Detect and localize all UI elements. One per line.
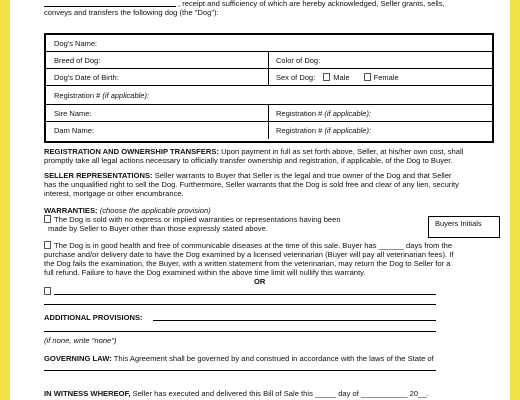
breed-label: Breed of Dog:	[54, 56, 101, 65]
dam-reg-if-applicable: (if applicable):	[324, 126, 372, 135]
warranty-option-1-line-1	[44, 215, 341, 224]
buyers-initials-box[interactable]	[428, 216, 500, 238]
reg-transfer-heading: REGISTRATION AND OWNERSHIP TRANSFERS:	[44, 147, 219, 156]
additional-blank-1[interactable]	[153, 320, 436, 321]
governing-law-text: This Agreement shall be governed by and construed in accordance with the laws of the State of	[113, 354, 434, 363]
document-page	[10, 0, 510, 400]
female-checkbox[interactable]	[364, 73, 371, 81]
warranty-option-2-line-1	[44, 241, 452, 250]
witness-line	[44, 389, 429, 398]
row-dogs-name	[46, 35, 492, 52]
governing-law-line	[44, 354, 434, 363]
sex-group	[276, 73, 399, 82]
warranty-option-1-checkbox[interactable]	[44, 215, 51, 223]
additional-provisions-heading: ADDITIONAL PROVISIONS:	[44, 313, 143, 322]
dam-registration-label	[276, 126, 371, 135]
row-registration	[46, 86, 492, 105]
warranty-3-blank-2[interactable]	[44, 304, 436, 305]
seller-rep-heading: SELLER REPRESENTATIONS:	[44, 171, 153, 180]
witness-text: Seller has executed and delivered this Bill of Sale this _____ day of ___________ 20__.	[132, 389, 429, 398]
governing-law-blank[interactable]	[44, 370, 436, 371]
warranty-2-text-3: the Dog fails the examination, the Buyer, with a written statement from the veterinarian, may return the Dog to Seller for a	[44, 259, 451, 268]
or-separator: OR	[254, 277, 266, 286]
seller-rep-para-1	[44, 171, 451, 180]
warranty-3-blank-1[interactable]	[54, 294, 436, 295]
reg-transfer-text-2: promptly take all legal actions necessary to officially transfer ownership and registration, if applicable, of the Dog to Buyer.	[44, 156, 453, 165]
dog-info-table	[44, 33, 494, 143]
intro-line-1: , receipt and sufficiency of which are hereby acknowledged, Seller grants, sells,	[178, 0, 445, 8]
dogs-name-label: Dog's Name:	[54, 39, 98, 48]
if-none-note: (if none, write "none")	[44, 336, 117, 345]
registration-text: Registration #	[54, 91, 101, 100]
reg-transfer-para-1	[44, 147, 463, 156]
buyers-initials-label: Buyers Initials	[435, 219, 482, 228]
warranties-heading: WARRANTIES:	[44, 206, 98, 215]
governing-law-heading: GOVERNING LAW:	[44, 354, 112, 363]
sire-reg-text: Registration #	[276, 109, 323, 118]
seller-rep-text-2: has the unqualified right to sell the Dog. Furthermore, Seller warrants that the Dog is sold free and clear of any lien, security	[44, 180, 459, 189]
dam-reg-text: Registration #	[276, 126, 323, 135]
seller-rep-text-1: Seller warrants to Buyer that Seller is the legal and true owner of the Dog and that Seller	[154, 171, 452, 180]
intro-line-2: conveys and transfers the following dog (the "Dog"):	[44, 8, 219, 17]
warranty-option-3-checkbox[interactable]	[44, 287, 51, 295]
warranty-1-text-2: made by Seller to Buyer other than those expressly stated above.	[48, 224, 268, 233]
additional-blank-2[interactable]	[44, 331, 436, 332]
warranty-option-3-line	[44, 287, 54, 296]
registration-label	[54, 91, 149, 100]
price-blank[interactable]	[44, 6, 176, 7]
witness-heading: IN WITNESS WHEREOF,	[44, 389, 131, 398]
warranties-subtitle: (choose the applicable provision)	[99, 206, 211, 215]
warranty-2-text-2: purchase and/or delivery date to have the Dog examined by a licensed veterinarian (Buyer will pay all veterinarian fees). If	[44, 250, 454, 259]
male-label: Male	[333, 73, 350, 82]
warranty-2-text-4: full refund. Failure to have the Dog examined within the above time limit will nullify this warranty.	[44, 268, 366, 277]
color-label: Color of Dog:	[276, 56, 321, 65]
seller-rep-text-3: interest, mortgage or other encumbrance.	[44, 189, 184, 198]
dob-label: Dog's Date of Birth:	[54, 73, 119, 82]
male-checkbox[interactable]	[323, 73, 330, 81]
warranty-option-2-checkbox[interactable]	[44, 241, 51, 249]
row-dam	[46, 122, 492, 138]
row-dob-sex	[46, 69, 492, 86]
registration-if-applicable: (if applicable):	[102, 91, 150, 100]
row-breed-color	[46, 52, 492, 69]
sex-label: Sex of Dog:	[276, 73, 316, 82]
dam-label: Dam Name:	[54, 126, 95, 135]
sire-registration-label	[276, 109, 371, 118]
female-label: Female	[373, 73, 399, 82]
divider-lower	[268, 105, 269, 139]
sire-reg-if-applicable: (if applicable):	[324, 109, 372, 118]
row-sire	[46, 105, 492, 122]
warranty-1-text-1: The Dog is sold with no express or implied warranties or representations having been	[54, 215, 341, 224]
divider-upper	[268, 52, 269, 86]
warranties-line	[44, 206, 211, 215]
reg-transfer-text-1: Upon payment in full as set forth above, Seller, at his/her own cost, shall	[221, 147, 464, 156]
sire-label: Sire Name:	[54, 109, 92, 118]
warranty-2-text-1: The Dog is in good health and free of communicable diseases at the time of this sale. Buyer has ______ days from the	[54, 241, 453, 250]
